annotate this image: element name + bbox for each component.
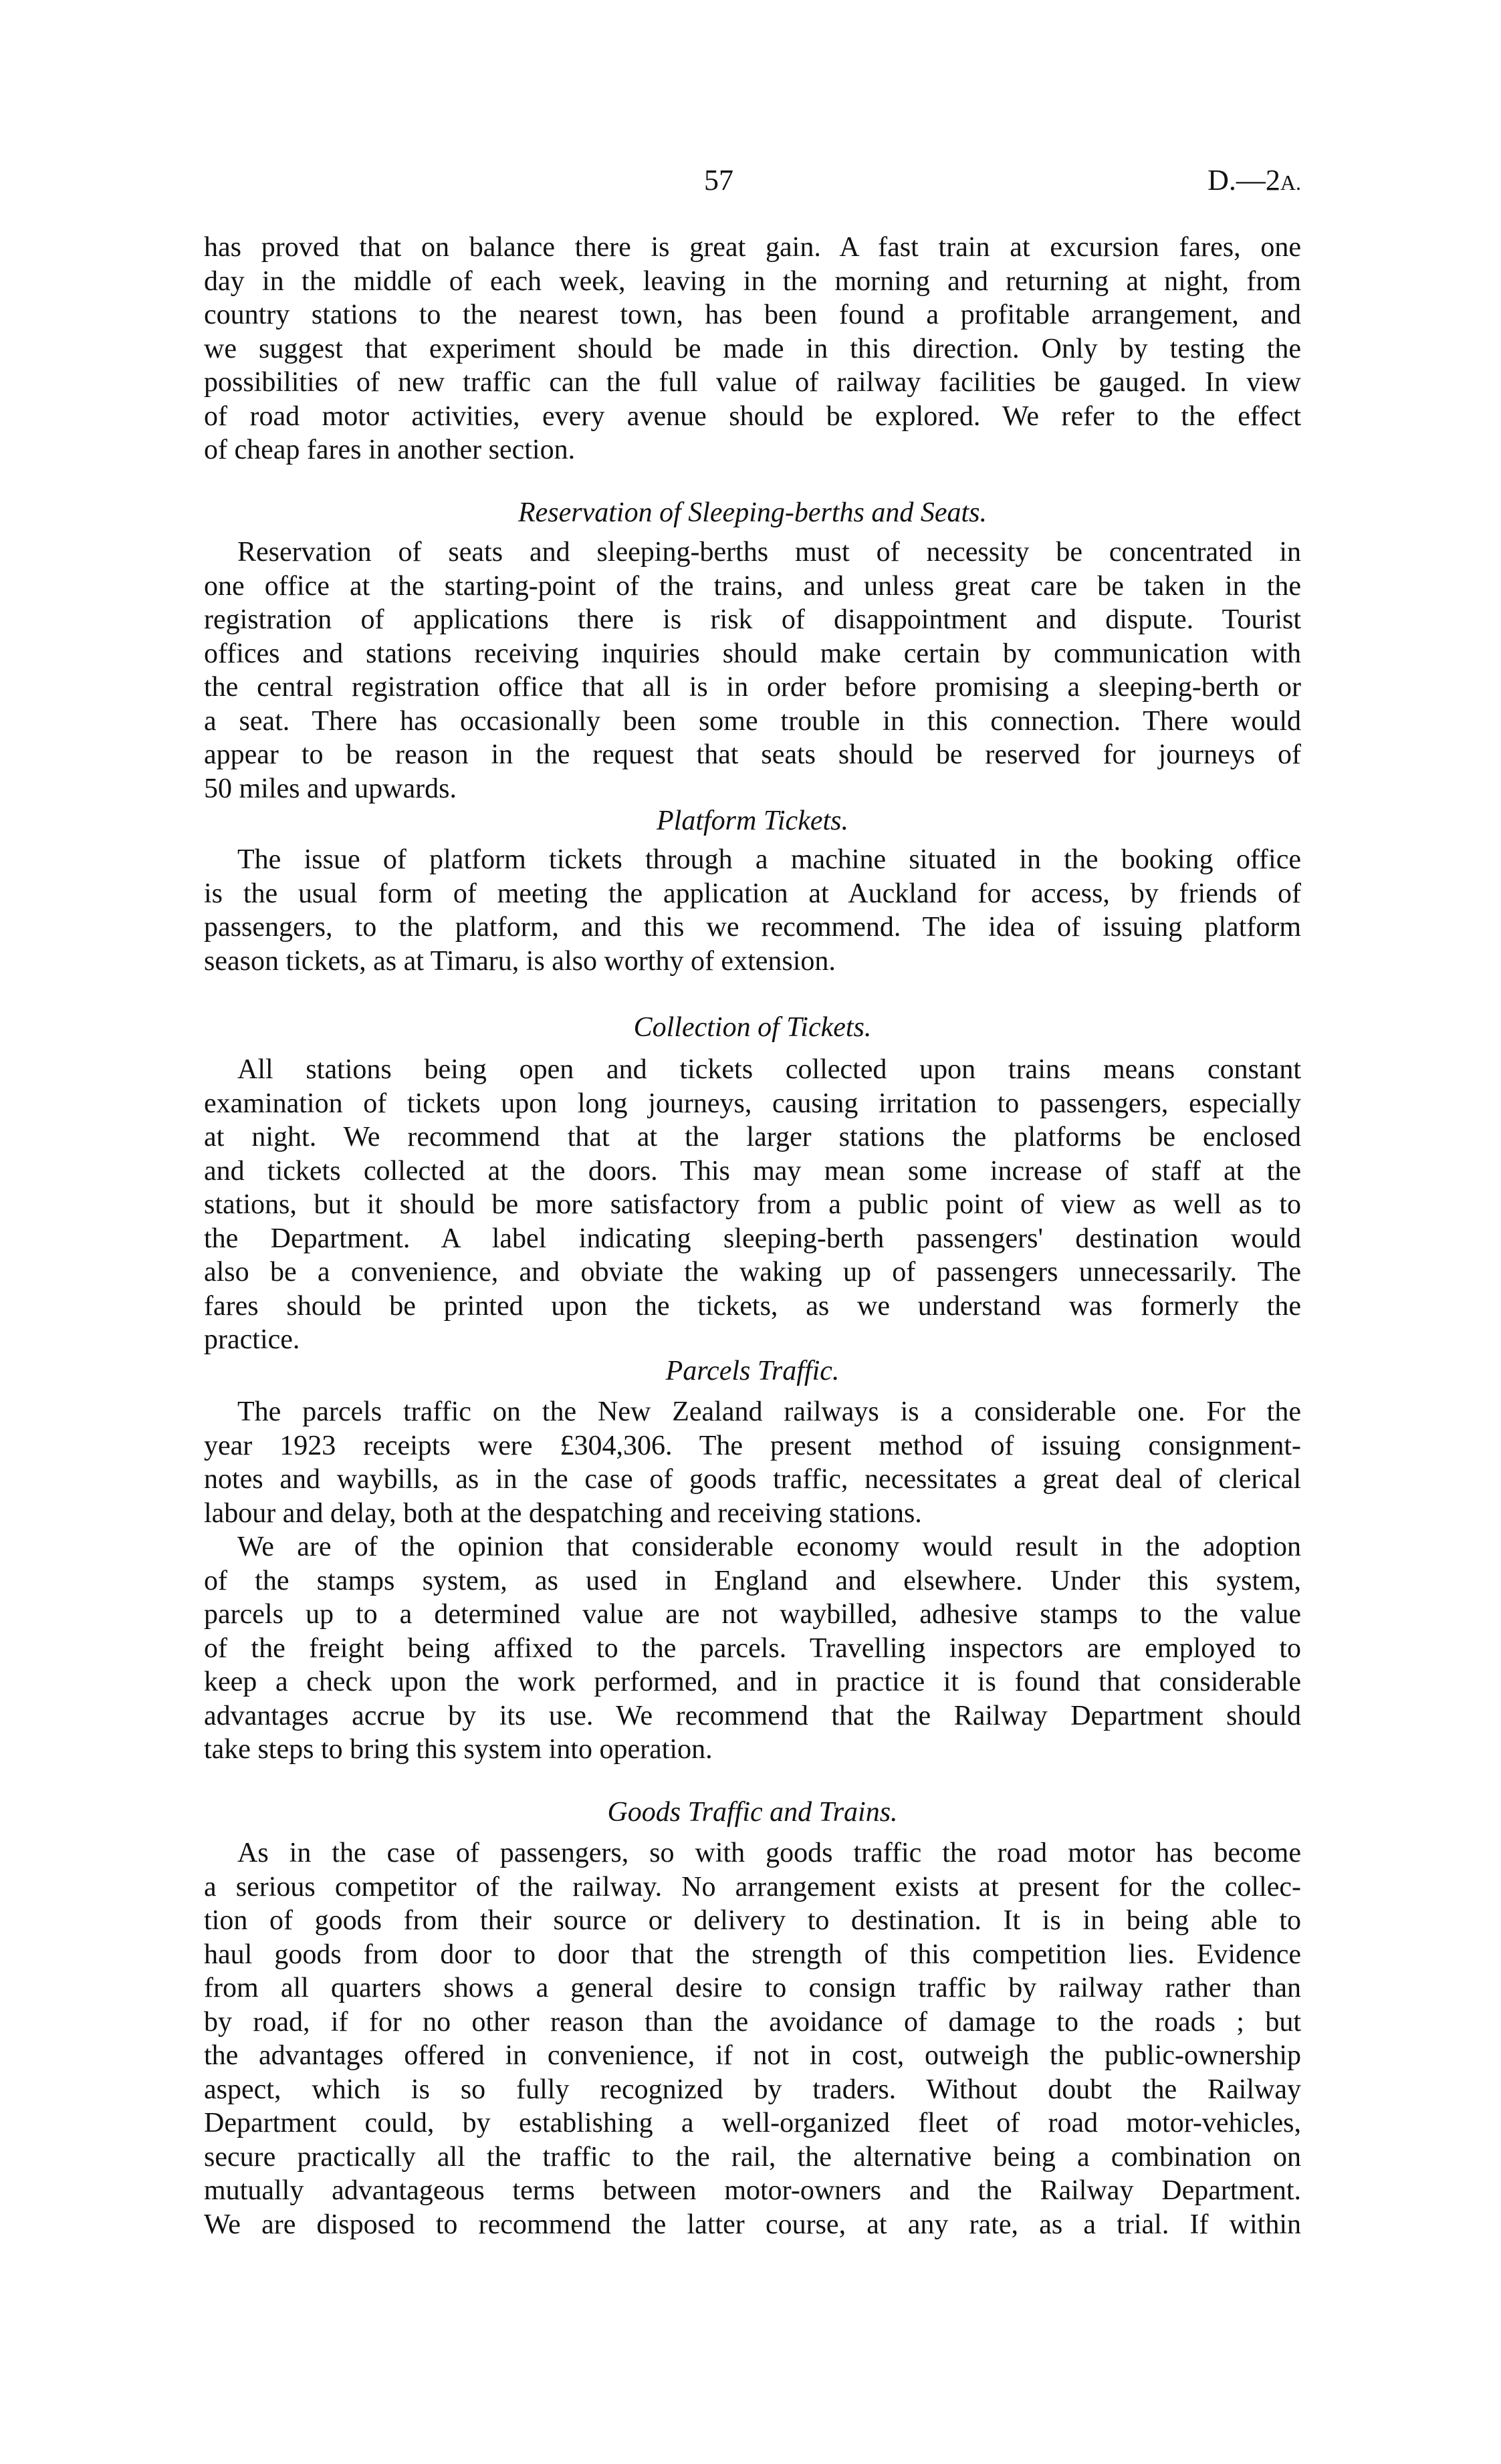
page-number: 57 bbox=[704, 164, 733, 197]
text-line: by road, if for no other reason than the avoidance of damage to the roads ; but bbox=[204, 2006, 1301, 2038]
text-line: a seat. There has occasionally been some trouble in this connection. There would bbox=[204, 705, 1301, 737]
section-heading: Collection of Tickets. bbox=[633, 1012, 872, 1043]
text-line: we suggest that experiment should be made in this direction. Only by testing the bbox=[204, 333, 1301, 364]
paragraph bbox=[204, 1053, 1301, 1357]
text-line: fares should be printed upon the tickets, as we understand was formerly the bbox=[204, 1290, 1301, 1322]
text-line: possibilities of new traffic can the full value of railway facilities be gauged. In view bbox=[204, 367, 1301, 398]
text-line: practice. bbox=[204, 1324, 300, 1355]
text-line: of the freight being affixed to the parcels. Travelling inspectors are employed to bbox=[204, 1632, 1301, 1664]
text-line: offices and stations receiving inquiries should make certain by communication with bbox=[204, 638, 1301, 669]
document-code-main: D.—2 bbox=[1207, 164, 1280, 197]
text-line: keep a check upon the work performed, and in practice it is found that considerable bbox=[204, 1667, 1301, 1697]
section-heading: Parcels Traffic. bbox=[665, 1356, 840, 1386]
text-line: secure practically all the traffic to the rail, the alternative being a combination on bbox=[204, 2141, 1301, 2173]
section-body bbox=[204, 231, 1301, 467]
text-line: stations, but it should be more satisfactory from a public point of view as well as to bbox=[204, 1189, 1301, 1220]
text-line: country stations to the nearest town, has been found a profitable arrangement, and bbox=[204, 299, 1301, 330]
text-line: and tickets collected at the doors. This may mean some increase of staff at the bbox=[204, 1155, 1301, 1187]
text-line: of road motor activities, every avenue should be explored. We refer to the effect bbox=[204, 400, 1301, 432]
text-line: season tickets, as at Timaru, is also worthy of extension. bbox=[204, 945, 836, 977]
section-body bbox=[204, 1836, 1301, 2241]
text-line: Department could, by establishing a well-organized fleet of road motor-vehicles, bbox=[204, 2108, 1301, 2138]
section-body bbox=[204, 535, 1301, 806]
section-heading: Reservation of Sleeping-berths and Seats. bbox=[517, 497, 988, 528]
text-line: also be a convenience, and obviate the waking up of passengers unnecessarily. The bbox=[204, 1257, 1301, 1287]
paragraph bbox=[204, 1530, 1301, 1767]
text-line: notes and waybills, as in the case of goods traffic, necessitates a great deal of clerical bbox=[204, 1464, 1301, 1495]
paragraph bbox=[204, 1836, 1301, 2241]
text-line: the Department. A label indicating sleeping-berth passengers' destination would bbox=[204, 1223, 1301, 1254]
text-line: day in the middle of each week, leaving in the morning and returning at night, from bbox=[204, 265, 1301, 297]
text-line: the central registration office that all is in order before promising a sleeping-berth or bbox=[204, 672, 1301, 703]
text-line: examination of tickets upon long journeys, causing irritation to passengers, especially bbox=[204, 1088, 1301, 1119]
paragraph bbox=[204, 1395, 1301, 1530]
text-line: aspect, which is so fully recognized by traders. Without doubt the Railway bbox=[204, 2074, 1301, 2105]
text-line: All stations being open and tickets collected upon trains means constant bbox=[237, 1054, 1301, 1085]
text-line: We are disposed to recommend the latter course, at any rate, as a trial. If within bbox=[204, 2209, 1301, 2240]
text-line: of cheap fares in another section. bbox=[204, 435, 576, 465]
text-line: Reservation of seats and sleeping-berths must of necessity be concentrated in bbox=[237, 537, 1301, 568]
text-line: The issue of platform tickets through a machine situated in the booking office bbox=[237, 844, 1301, 875]
text-line: appear to be reason in the request that seats should be reserved for journeys of bbox=[204, 739, 1301, 770]
text-line: mutually advantageous terms between motor-owners and the Railway Department. bbox=[204, 2175, 1301, 2206]
document-code bbox=[1207, 164, 1301, 199]
paragraph bbox=[204, 231, 1301, 467]
text-line: of the stamps system, as used in England and elsewhere. Under this system, bbox=[204, 1565, 1301, 1596]
text-line: labour and delay, both at the despatching and receiving stations. bbox=[204, 1497, 922, 1529]
section-body bbox=[204, 843, 1301, 978]
paragraph bbox=[204, 843, 1301, 978]
text-line: is the usual form of meeting the application at Auckland for access, by friends of bbox=[204, 878, 1301, 909]
text-line: 50 miles and upwards. bbox=[204, 773, 457, 804]
section-body bbox=[204, 1395, 1301, 1767]
text-line: advantages accrue by its use. We recommend that the Railway Department should bbox=[204, 1700, 1301, 1731]
document-code-suffix: A. bbox=[1280, 170, 1301, 195]
text-line: year 1923 receipts were £304,306. The present method of issuing consignment- bbox=[204, 1430, 1301, 1461]
text-line: parcels up to a determined value are not waybilled, adhesive stamps to the value bbox=[204, 1599, 1301, 1630]
text-line: a serious competitor of the railway. No arrangement exists at present for the collec- bbox=[204, 1871, 1301, 1902]
text-line: take steps to bring this system into operation. bbox=[204, 1734, 713, 1765]
text-line: registration of applications there is risk of disappointment and dispute. Tourist bbox=[204, 604, 1301, 635]
text-line: The parcels traffic on the New Zealand railways is a considerable one. For the bbox=[237, 1396, 1301, 1427]
text-line: one office at the starting-point of the trains, and unless great care be taken in the bbox=[204, 570, 1301, 602]
text-line: from all quarters shows a general desire to consign traffic by railway rather than bbox=[204, 1973, 1301, 2003]
text-line: at night. We recommend that at the larger stations the platforms be enclosed bbox=[204, 1122, 1301, 1152]
text-line: haul goods from door to door that the strength of this competition lies. Evidence bbox=[204, 1939, 1301, 1970]
text-line: We are of the opinion that considerable economy would result in the adoption bbox=[237, 1531, 1301, 1562]
text-line: passengers, to the platform, and this we recommend. The idea of issuing platform bbox=[204, 912, 1301, 943]
text-line: has proved that on balance there is great gain. A fast train at excursion fares, one bbox=[204, 232, 1301, 263]
text-line: As in the case of passengers, so with goods traffic the road motor has become bbox=[237, 1838, 1301, 1868]
paragraph bbox=[204, 535, 1301, 806]
section-heading: Platform Tickets. bbox=[657, 806, 848, 836]
text-line: tion of goods from their source or delivery to destination. It is in being able to bbox=[204, 1905, 1301, 1936]
text-line: the advantages offered in convenience, if not in cost, outweigh the public-ownership bbox=[204, 2040, 1301, 2071]
section-body bbox=[204, 1053, 1301, 1357]
section-heading: Goods Traffic and Trains. bbox=[607, 1797, 898, 1828]
